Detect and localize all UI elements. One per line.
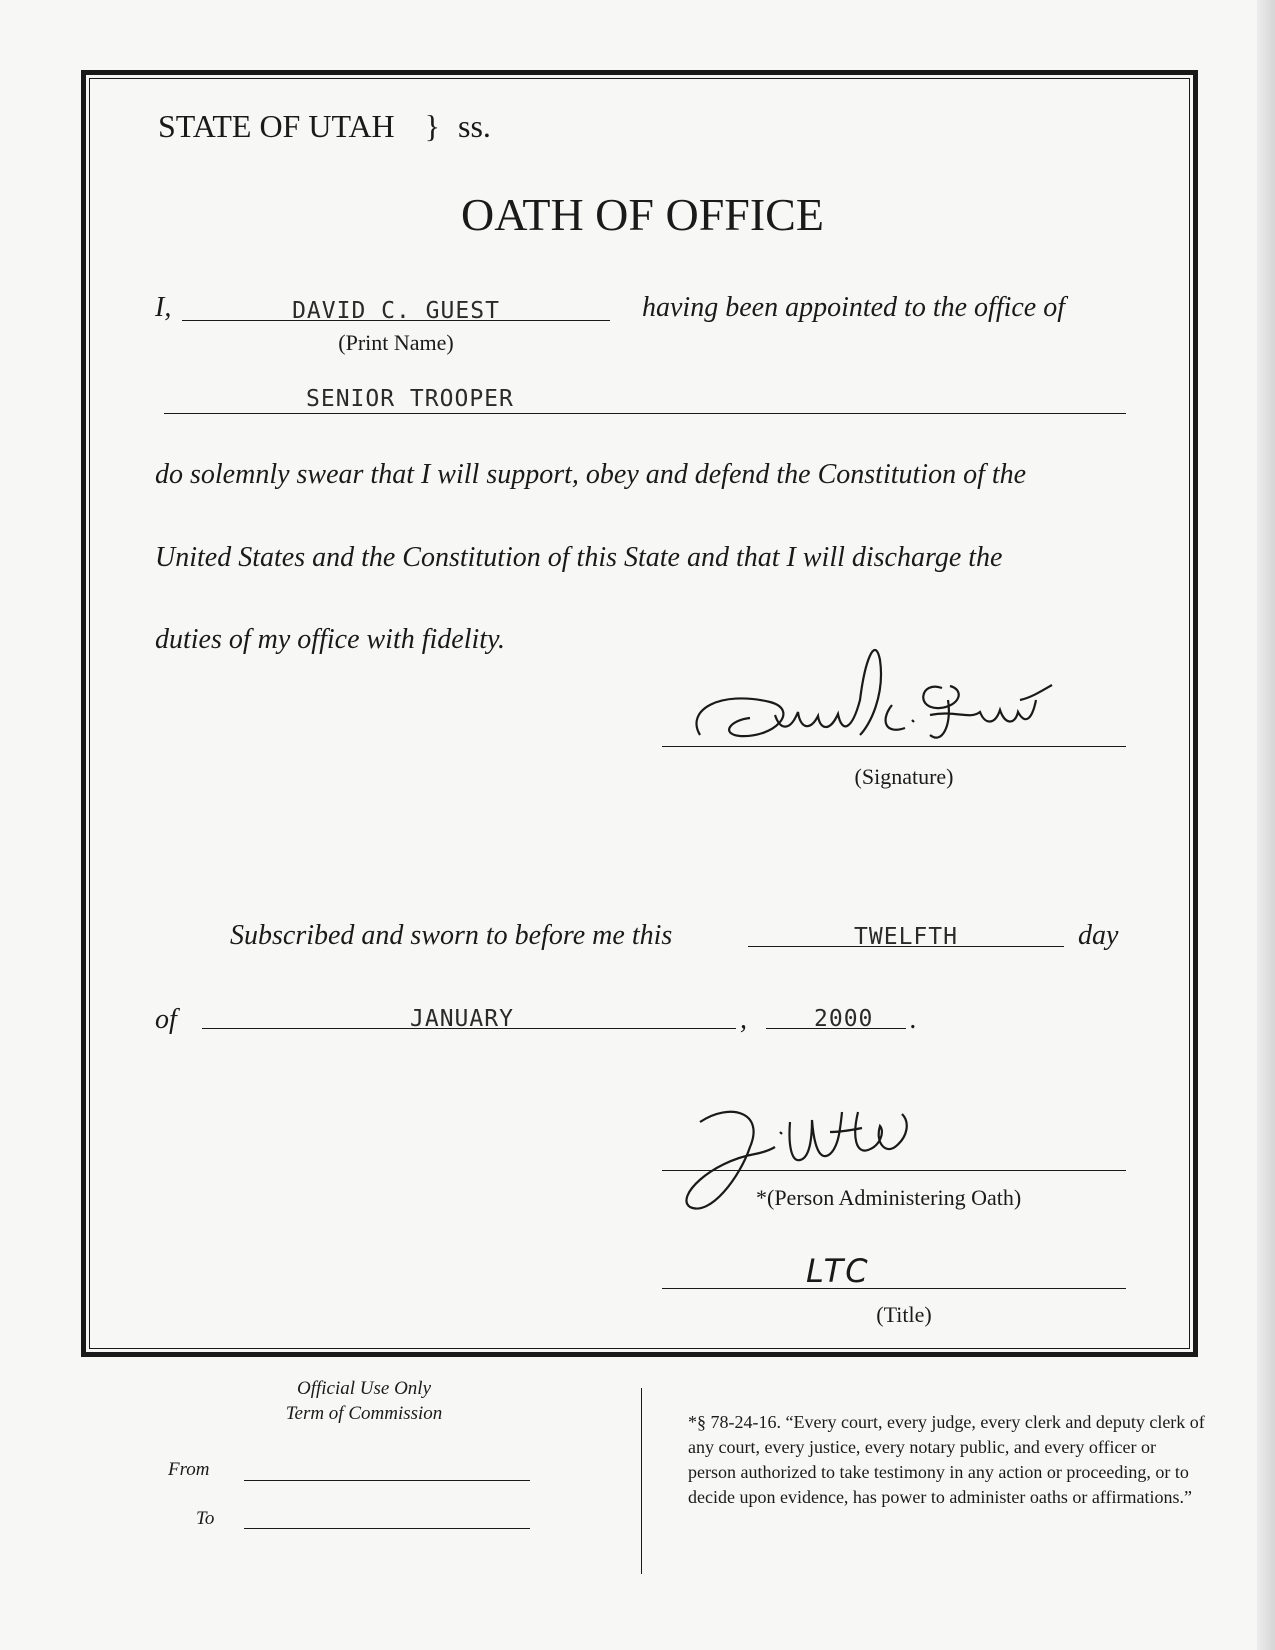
signature-caption: (Signature)	[854, 764, 954, 789]
office-line	[164, 413, 1126, 414]
title-field: LTC	[806, 1252, 870, 1290]
sworn-text: Subscribed and sworn to before me this	[230, 920, 673, 951]
official-use-heading: Official Use Only	[296, 1378, 432, 1399]
pronoun-i: I,	[155, 292, 172, 323]
state-brace: }	[424, 108, 441, 144]
state-name: STATE OF UTAH	[158, 108, 395, 144]
day-word: day	[1078, 920, 1119, 951]
name-field: DAVID C. GUEST	[292, 298, 500, 324]
month-comma: ,	[740, 1004, 747, 1035]
of-word: of	[155, 1004, 177, 1035]
oath-body-line-3: duties of my office with fidelity.	[155, 624, 505, 655]
appointed-text: having been appointed to the office of	[642, 292, 1066, 323]
oath-taker-signature	[680, 640, 1100, 760]
to-line	[244, 1528, 530, 1529]
month-field: JANUARY	[410, 1006, 514, 1032]
state-heading	[158, 108, 491, 145]
state-ss: ss.	[458, 108, 491, 144]
to-label: To	[196, 1508, 215, 1529]
from-line	[244, 1480, 530, 1481]
oath-body-line-2: United States and the Constitution of this State and that I will discharge the	[155, 542, 1003, 573]
term-of-commission: Term of Commission	[285, 1403, 443, 1424]
year-field: 2000	[814, 1006, 874, 1032]
title-line	[662, 1288, 1126, 1289]
administrator-line	[662, 1170, 1126, 1171]
year-period: .	[910, 1004, 917, 1035]
administrator-caption: *(Person Administering Oath)	[756, 1185, 1022, 1210]
page-edge	[1257, 0, 1275, 1650]
signature-line	[662, 746, 1126, 747]
name-caption: (Print Name)	[338, 330, 454, 355]
document-title: OATH OF OFFICE	[461, 189, 824, 240]
day-field: TWELFTH	[854, 924, 958, 950]
oath-body-line-1: do solemnly swear that I will support, obey and defend the Constitution of the	[155, 459, 1027, 490]
title-caption: (Title)	[876, 1302, 932, 1327]
footer-divider	[641, 1388, 642, 1574]
from-label: From	[168, 1459, 210, 1480]
office-field: SENIOR TROOPER	[306, 386, 514, 412]
statute-text: *§ 78-24-16. “Every court, every judge, every clerk and deputy clerk of any court, every justice, every notary public, and every officer or person authorized to take testimony in any action or proceeding, or to decide upon evidence, has power to administer oaths or affirmations.”	[688, 1412, 1205, 1507]
